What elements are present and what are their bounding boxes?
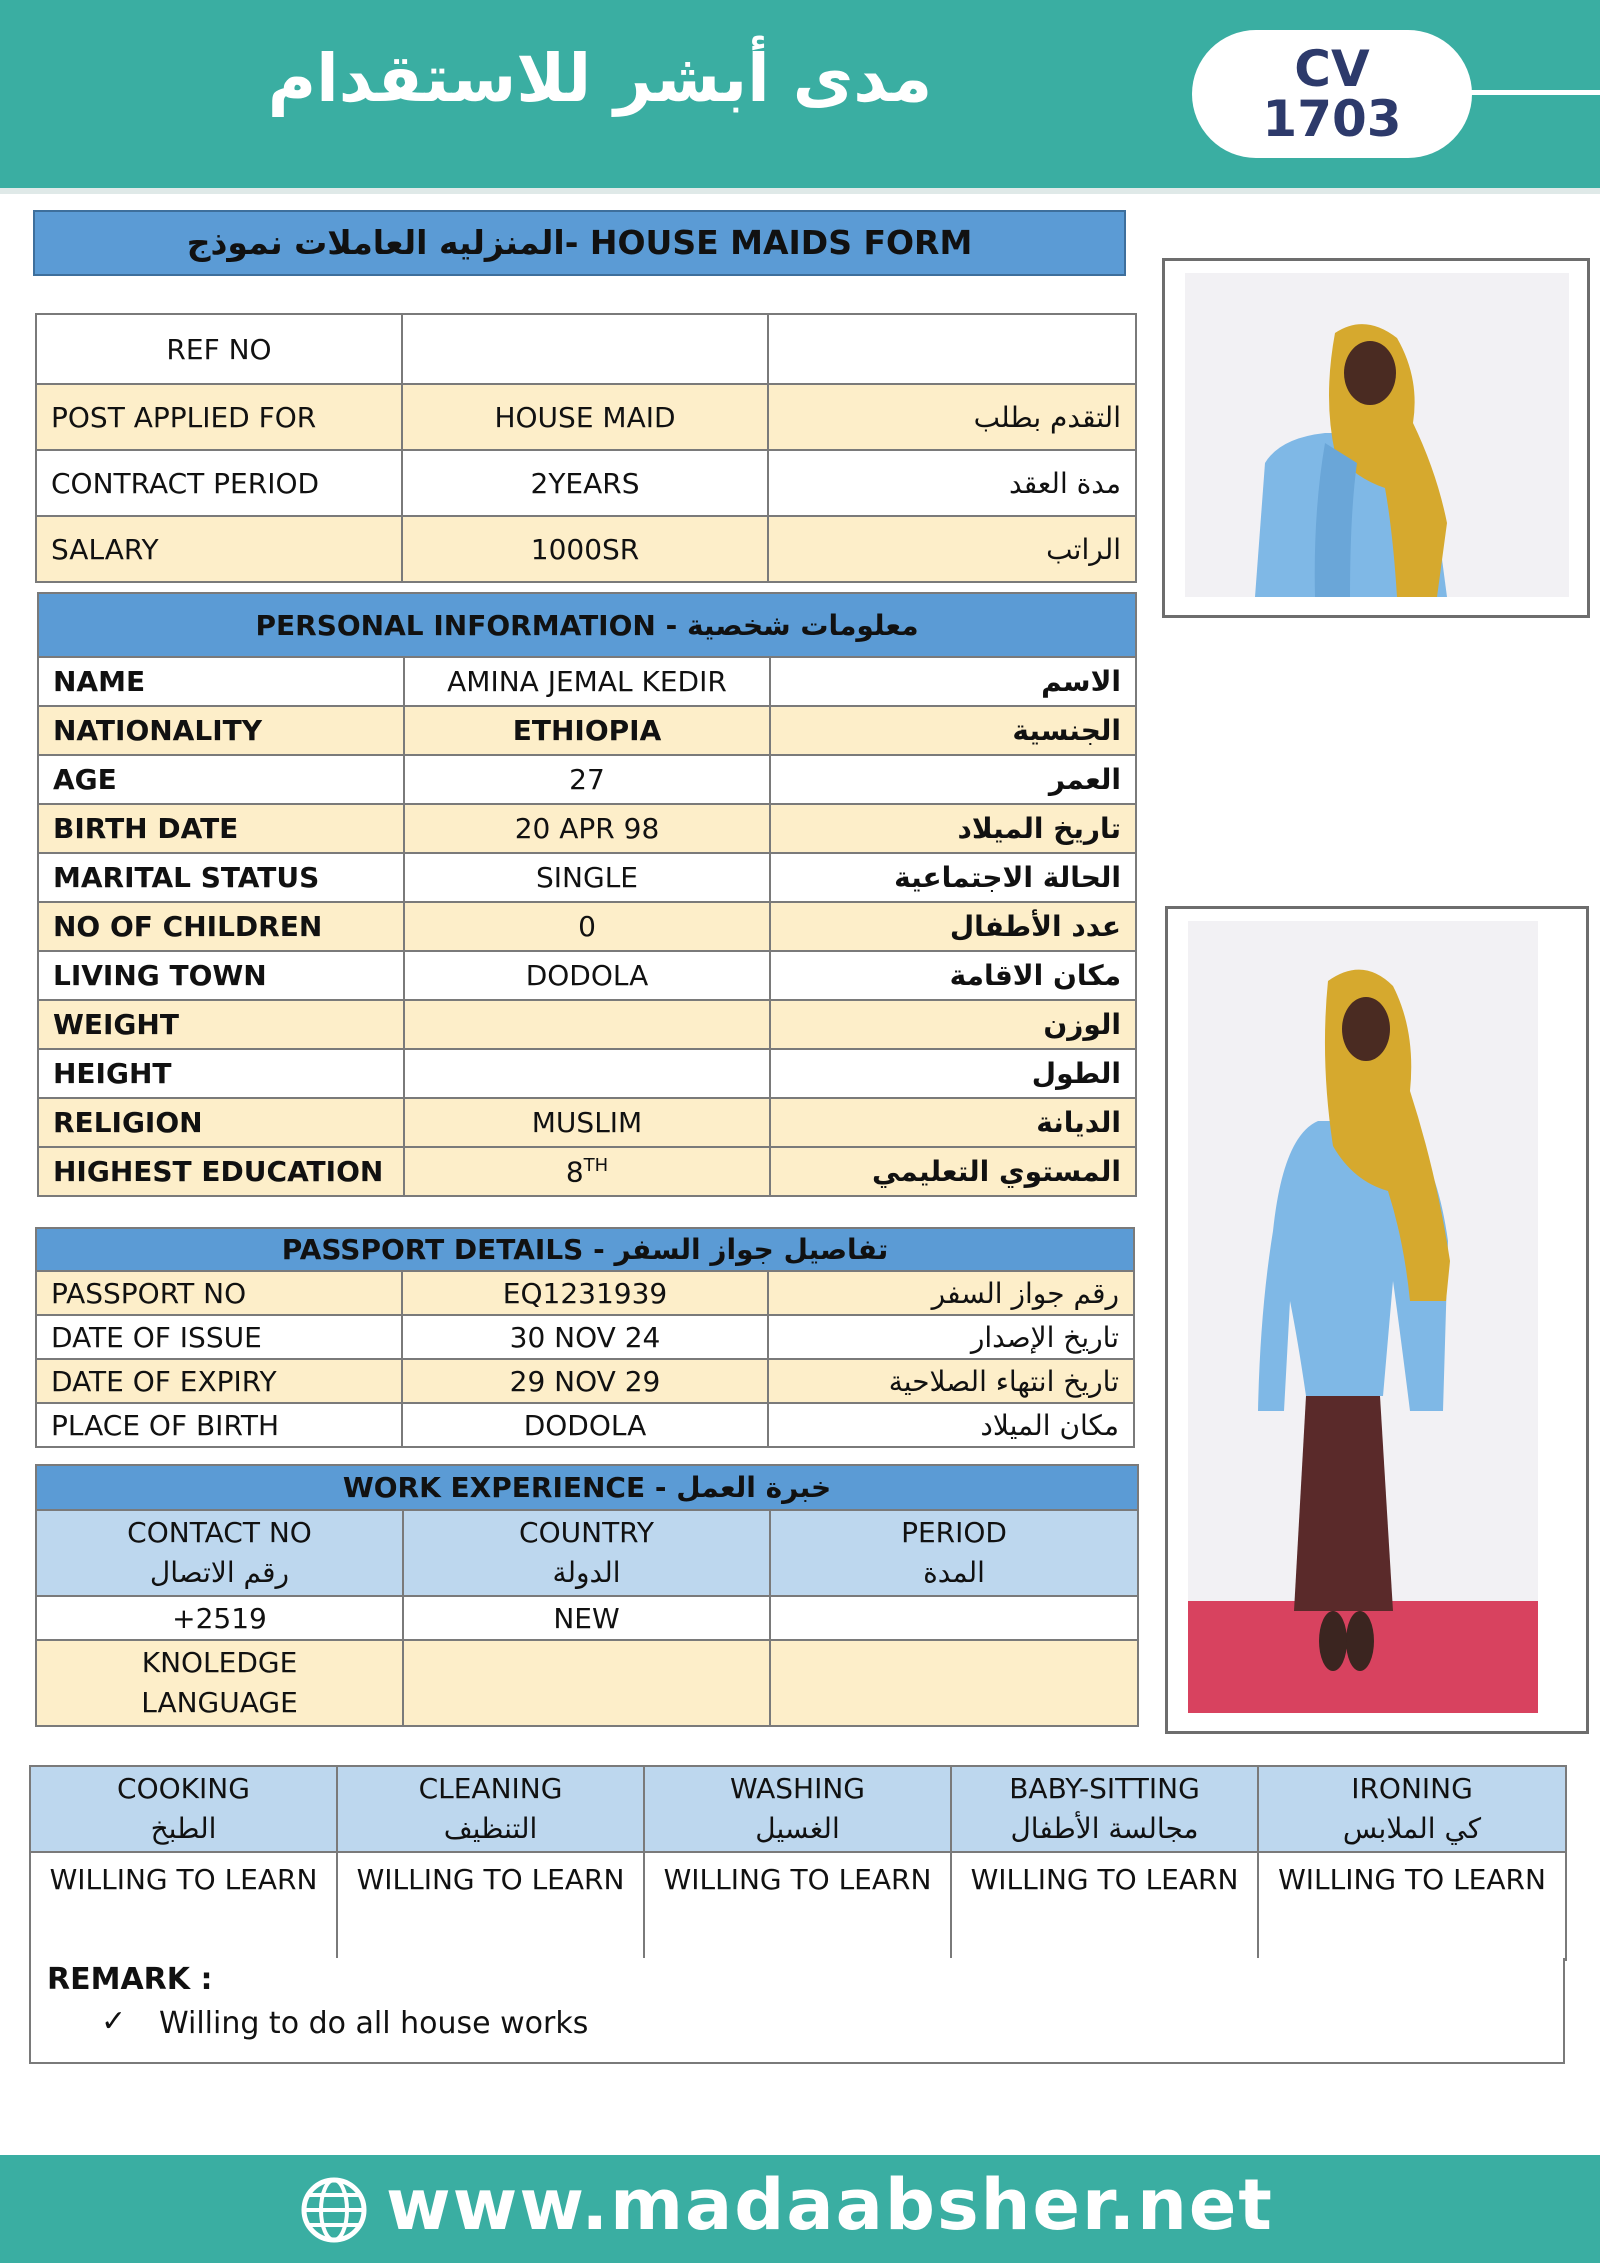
table-row [38,1098,1136,1147]
row-label-ar: رقم جواز السفر [768,1271,1134,1315]
table-row [36,450,1136,516]
row-label: CONTRACT PERIOD [36,450,402,516]
check-icon: ✓ [101,2004,127,2039]
skills-header-row [30,1766,1566,1852]
section-header [36,1465,1138,1510]
row-label: HIGHEST EDUCATION [38,1147,404,1196]
country-value: NEW [403,1596,770,1640]
brand-title: مدى أبشر للاستقدام [267,40,933,117]
cv-number: 1703 [1262,90,1402,148]
section-title: PASSPORT DETAILS - تفاصيل جواز السفر [36,1228,1134,1271]
table-row [38,902,1136,951]
row-value: 0 [404,902,770,951]
row-label: DATE OF ISSUE [36,1315,402,1359]
personal-info-table [37,592,1137,1197]
table-row [36,1596,1138,1640]
language-label-line: KNOLEDGE [141,1646,298,1679]
row-label-ar: مدة العقد [768,450,1136,516]
table-row [38,1000,1136,1049]
skill-en: CLEANING [418,1772,563,1805]
header-en: CONTACT NO [127,1516,312,1549]
cv-badge [1192,30,1472,158]
skill-value: WILLING TO LEARN [644,1852,951,1960]
row-label-ar: العمر [770,755,1136,804]
contact-value: +2519 [36,1596,403,1640]
table-row [38,657,1136,706]
row-value: 27 [404,755,770,804]
skill-header [30,1766,337,1852]
row-value: 1000SR [402,516,768,582]
row-value [404,1049,770,1098]
table-row [36,1315,1134,1359]
language-label [36,1640,403,1726]
row-value: EQ1231939 [402,1271,768,1315]
row-label: NAME [38,657,404,706]
row-value: 29 NOV 29 [402,1359,768,1403]
header-divider [0,188,1600,194]
section-title: WORK EXPERIENCE - خبرة العمل [36,1465,1138,1510]
table-row [36,1640,1138,1726]
header-ar: رقم الاتصال [149,1556,290,1589]
skill-ar: الطبخ [150,1812,217,1845]
row-label: REF NO [36,314,402,384]
skill-ar: مجالسة الأطفال [1010,1812,1199,1845]
table-row [38,853,1136,902]
skill-header [644,1766,951,1852]
header-ar: المدة [923,1556,985,1589]
row-label-ar: الراتب [768,516,1136,582]
full-body-illustration [1188,921,1538,1713]
skills-table [29,1765,1567,1961]
skill-value: WILLING TO LEARN [951,1852,1258,1960]
row-label: HEIGHT [38,1049,404,1098]
row-value: AMINA JEMAL KEDIR [404,657,770,706]
skill-value: WILLING TO LEARN [30,1852,337,1960]
row-value: 30 NOV 24 [402,1315,768,1359]
row-label: NATIONALITY [38,706,404,755]
row-value [404,1000,770,1049]
skill-ar: الغسيل [755,1812,840,1845]
table-row [36,1403,1134,1447]
section-title: PERSONAL INFORMATION - معلومات شخصية [38,593,1136,657]
table-row [38,755,1136,804]
column-header [36,1510,403,1596]
row-value: 2YEARS [402,450,768,516]
row-label-ar: مكان الاقامة [770,951,1136,1000]
row-value: DODOLA [402,1403,768,1447]
row-label-ar: الطول [770,1049,1136,1098]
row-label-ar: تاريخ انتهاء الصلاحية [768,1359,1134,1403]
skill-en: BABY-SITTING [1009,1772,1200,1805]
language-value [770,1640,1138,1726]
row-label-ar: الجنسية [770,706,1136,755]
remark-item: Willing to do all house works [159,2006,589,2041]
skill-en: IRONING [1351,1772,1473,1805]
row-value: SINGLE [404,853,770,902]
portrait-photo [1162,258,1590,618]
row-label: WEIGHT [38,1000,404,1049]
row-value: ETHIOPIA [404,706,770,755]
table-row [36,1271,1134,1315]
period-value [770,1596,1138,1640]
row-label: PASSPORT NO [36,1271,402,1315]
header-en: COUNTRY [519,1516,654,1549]
row-label: PLACE OF BIRTH [36,1403,402,1447]
row-label: LIVING TOWN [38,951,404,1000]
row-label-ar: الحالة الاجتماعية [770,853,1136,902]
skill-value: WILLING TO LEARN [1258,1852,1566,1960]
remark-box [29,1958,1565,2064]
full-body-photo [1165,906,1589,1734]
cv-label: CV [1294,40,1370,98]
skill-header [1258,1766,1566,1852]
row-label: SALARY [36,516,402,582]
badge-line [1468,90,1600,95]
skill-ar: كي الملابس [1342,1812,1482,1845]
table-row [36,384,1136,450]
education-suffix: TH [583,1154,609,1176]
row-label-ar: تاريخ الإصدار [768,1315,1134,1359]
skill-en: COOKING [117,1772,250,1805]
column-header [403,1510,770,1596]
remark-title: REMARK : [47,1962,213,1997]
skill-header [337,1766,644,1852]
row-value: DODOLA [404,951,770,1000]
table-row [38,804,1136,853]
table-row [36,1359,1134,1403]
table-row [38,1147,1136,1196]
skill-header [951,1766,1258,1852]
passport-table [35,1227,1135,1448]
row-value [404,1147,770,1196]
row-label: RELIGION [38,1098,404,1147]
row-label-ar: عدد الأطفال [770,902,1136,951]
skill-en: WASHING [729,1772,866,1805]
row-value: HOUSE MAID [402,384,768,450]
row-label-ar: الوزن [770,1000,1136,1049]
row-label: DATE OF EXPIRY [36,1359,402,1403]
table-row [36,516,1136,582]
column-headers [36,1510,1138,1596]
row-label: MARITAL STATUS [38,853,404,902]
row-value: MUSLIM [404,1098,770,1147]
row-label: POST APPLIED FOR [36,384,402,450]
row-label-ar: المستوي التعليمي [770,1147,1136,1196]
header-ar: الدولة [552,1556,621,1589]
header-en: PERIOD [901,1516,1007,1549]
row-label-ar: التقدم بطلب [768,384,1136,450]
row-label-ar: تاريخ الميلاد [770,804,1136,853]
row-label: BIRTH DATE [38,804,404,853]
row-label: AGE [38,755,404,804]
language-value [403,1640,770,1726]
table-row [36,314,1136,384]
portrait-illustration [1185,273,1569,597]
row-label-ar [768,314,1136,384]
language-label-line: LANGUAGE [141,1686,298,1719]
row-label-ar: مكان الميلاد [768,1403,1134,1447]
column-header [770,1510,1138,1596]
row-label-ar: الاسم [770,657,1136,706]
job-info-table [35,313,1137,583]
work-experience-table [35,1464,1139,1727]
table-row [38,951,1136,1000]
skill-value: WILLING TO LEARN [337,1852,644,1960]
row-label-ar: الديانة [770,1098,1136,1147]
globe-icon [300,2176,368,2244]
row-label: NO OF CHILDREN [38,902,404,951]
section-header [36,1228,1134,1271]
table-row [38,1049,1136,1098]
row-value: 20 APR 98 [404,804,770,853]
website-link[interactable]: www.madaabsher.net [386,2164,1274,2246]
form-title: المنزليه العاملات نموذج- HOUSE MAIDS FORM [33,210,1126,276]
skills-value-row [30,1852,1566,1960]
education-value: 8 [565,1155,584,1189]
section-header [38,593,1136,657]
skill-ar: التنظيف [443,1812,538,1845]
table-row [38,706,1136,755]
row-value [402,314,768,384]
